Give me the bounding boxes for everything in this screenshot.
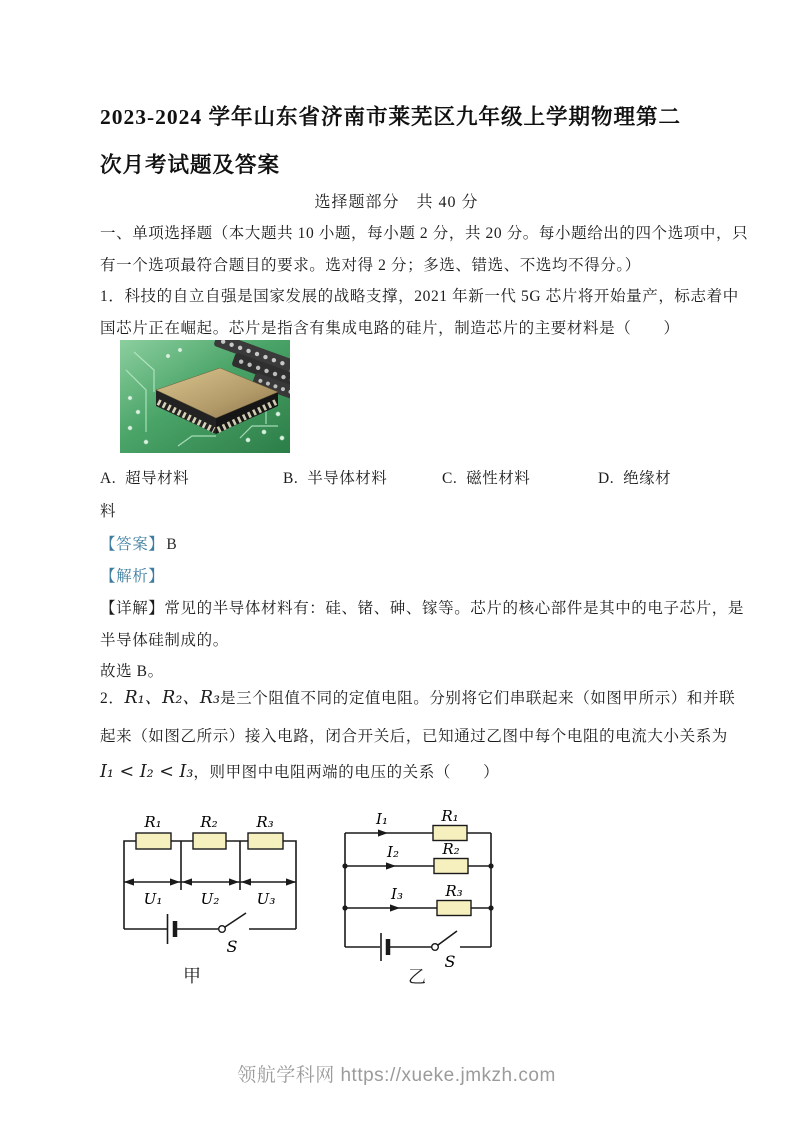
option-d-text: 绝缘材 bbox=[623, 470, 672, 487]
resistor-r2 bbox=[434, 859, 468, 874]
option-a-text: 超导材料 bbox=[125, 470, 190, 487]
option-d bbox=[598, 466, 671, 488]
option-c-key: C. bbox=[442, 470, 458, 487]
label-u1: U₁ bbox=[143, 890, 163, 908]
option-a-key: A. bbox=[100, 470, 117, 487]
label-switch-s: S bbox=[444, 952, 456, 970]
option-b bbox=[283, 466, 387, 488]
question1-line2: 国芯片正在崛起。芯片是指含有集成电路的硅片，制造芯片的主要材料是（ ） bbox=[100, 320, 680, 337]
detail-line1: 【详解】常见的半导体材料有：硅、锗、砷、镓等。芯片的核心部件是其中的电子芯片，是 bbox=[100, 600, 745, 617]
resistor-r1 bbox=[136, 833, 171, 849]
answer-value: B bbox=[166, 536, 178, 553]
instructions-line1: 一、单项选择题（本大题共 10 小题，每小题 2 分，共 20 分。每小题给出的四个选项中，只 bbox=[100, 225, 749, 242]
conclusion-line: 故选 B。 bbox=[100, 663, 164, 680]
page-title-line1: 2023-2024 学年山东省济南市莱芜区九年级上学期物理第二 bbox=[100, 105, 682, 129]
answer-line bbox=[100, 532, 177, 554]
label-r3: R₃ bbox=[445, 882, 463, 900]
section-heading: 选择题部分 共 40 分 bbox=[314, 194, 479, 211]
label-u2: U₂ bbox=[200, 890, 220, 908]
question2-line2: 起来（如图乙所示）接入电路，闭合开关后，已知通过乙图中每个电阻的电流大小关系为 bbox=[100, 728, 728, 745]
footer-watermark-link[interactable]: 领航学科网 https://xueke.jmkzh.com bbox=[237, 1065, 556, 1086]
resistor-r1 bbox=[433, 826, 467, 841]
label-r2: R₂ bbox=[442, 840, 460, 858]
resistor-r3 bbox=[437, 901, 471, 916]
option-a bbox=[100, 466, 189, 488]
answer-label: 【答案】 bbox=[100, 536, 165, 553]
analysis-label: 【解析】 bbox=[100, 568, 165, 585]
chip-photo bbox=[120, 340, 290, 453]
question1-line1: 1．科技的自立自强是国家发展的战略支撑，2021 年新一代 5G 芯片将开始量产，标志着中 bbox=[100, 288, 739, 305]
page-title-line2: 次月考试题及答案 bbox=[100, 153, 281, 177]
option-c-text: 磁性材料 bbox=[466, 470, 531, 487]
detail-line2: 半导体硅制成的。 bbox=[100, 632, 229, 649]
option-c bbox=[442, 466, 530, 488]
label-r1: R₁ bbox=[441, 807, 459, 825]
battery-icon bbox=[168, 914, 176, 944]
question2-line1-text: 是三个阻值不同的定值电阻。分别将它们串联起来（如图甲所示）和并联 bbox=[220, 690, 736, 707]
question2-line3 bbox=[100, 760, 499, 782]
label-i3: I₃ bbox=[391, 885, 403, 903]
resistor-r3 bbox=[248, 833, 283, 849]
option-b-key: B. bbox=[283, 470, 299, 487]
label-i1: I₁ bbox=[376, 810, 388, 828]
label-r2: R₂ bbox=[200, 813, 218, 831]
label-r3: R₃ bbox=[256, 813, 274, 831]
switch-icon bbox=[219, 913, 246, 932]
question2-line3-text: ，则甲图中电阻两端的电压的关系（ ） bbox=[193, 764, 500, 781]
instructions-line2: 有一个选项最符合题目的要求。选对得 2 分；多选、错选、不选均不得分。） bbox=[100, 257, 641, 274]
resistor-r2 bbox=[193, 833, 226, 849]
question2-math-i: I₁ < I₂ < I₃ bbox=[100, 762, 194, 782]
circuit-wire bbox=[124, 841, 296, 929]
question2-math-r: R₁、R₂、R₃ bbox=[124, 688, 221, 708]
figure-caption-yi: 乙 bbox=[408, 967, 426, 987]
label-switch-s: S bbox=[226, 937, 238, 956]
figure-caption-jia: 甲 bbox=[183, 966, 201, 986]
analysis-line bbox=[100, 564, 164, 586]
option-b-text: 半导体材料 bbox=[307, 470, 388, 487]
label-r1: R₁ bbox=[144, 813, 162, 831]
label-i2: I₂ bbox=[387, 843, 399, 861]
circuit-diagram-parallel bbox=[338, 798, 500, 970]
battery-icon bbox=[381, 933, 388, 961]
switch-icon bbox=[432, 931, 457, 950]
circuit-diagram-series bbox=[115, 800, 305, 958]
label-u3: U₃ bbox=[256, 890, 276, 908]
question2-number: 2． bbox=[100, 690, 125, 707]
option-d-wrap: 料 bbox=[100, 503, 117, 520]
option-d-key: D. bbox=[598, 470, 615, 487]
question2-line1 bbox=[100, 684, 735, 709]
